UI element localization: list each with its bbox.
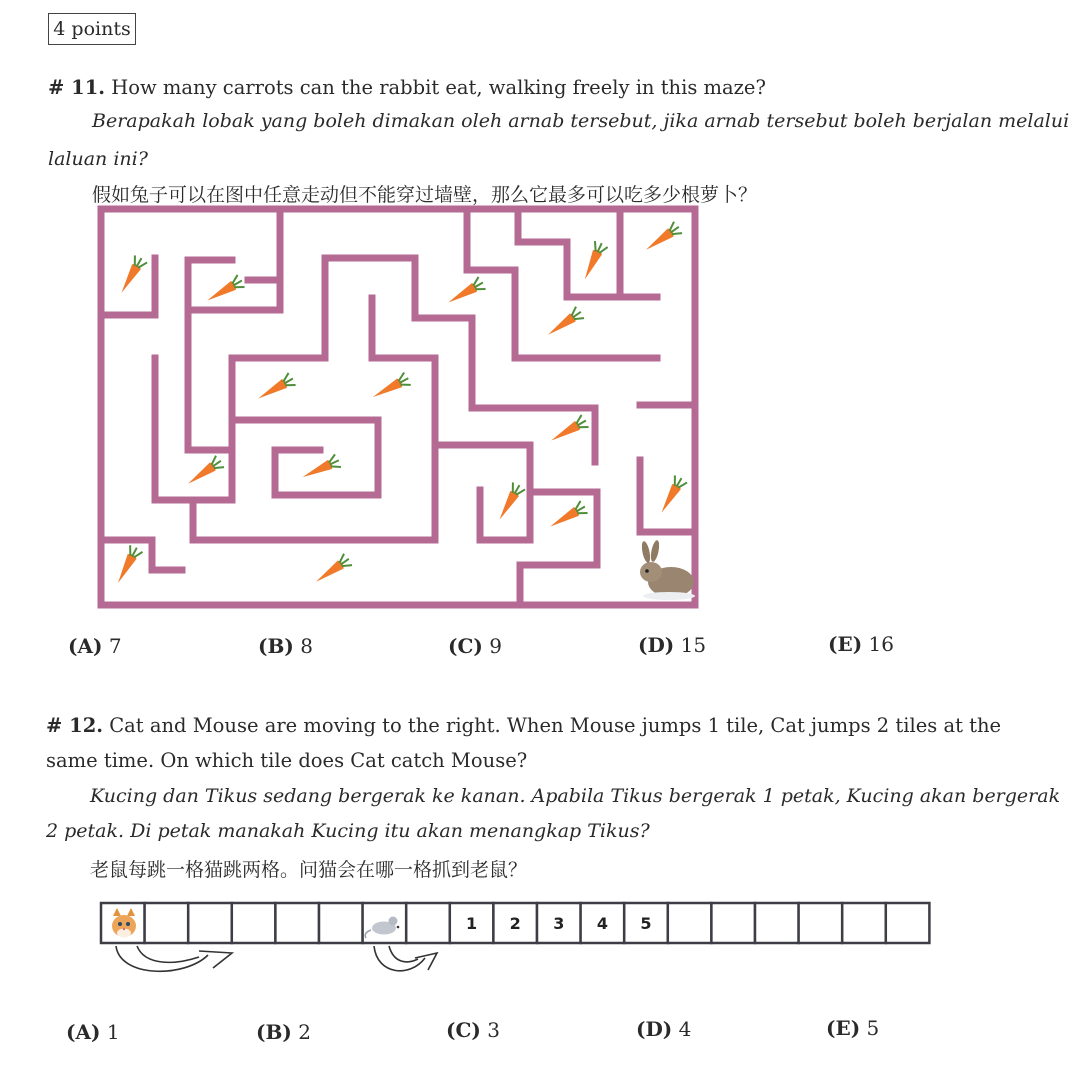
tile	[755, 903, 799, 943]
q11-option-e[interactable]	[828, 632, 894, 656]
q12-text-ms-line1: Kucing dan Tikus sedang bergerak ke kanan. Apabila Tikus bergerak 1 petak, Kucing akan bergerak	[90, 785, 1061, 807]
tile	[842, 903, 886, 943]
tile	[799, 903, 843, 943]
q11-text-zh: 假如兔子可以在图中任意走动但不能穿过墙壁，那么它最多可以吃多少根萝卜？	[92, 184, 758, 206]
carrot-icon	[642, 221, 683, 255]
q11-option-a[interactable]	[68, 634, 122, 658]
carrot-icon	[184, 455, 225, 489]
option-value: 2	[298, 1020, 311, 1044]
option-letter: (A)	[66, 1020, 101, 1044]
q11-option-d[interactable]	[638, 633, 706, 657]
tile-strip-svg	[96, 898, 936, 982]
q11-option-c[interactable]	[448, 634, 502, 658]
tile-number-label: 2	[509, 914, 521, 933]
maze-figure	[96, 205, 700, 611]
option-value: 9	[489, 634, 502, 658]
option-letter: (B)	[256, 1020, 292, 1044]
carrot-icon	[255, 372, 297, 404]
tile	[668, 903, 712, 943]
carrot-icon	[115, 255, 147, 297]
option-letter: (A)	[68, 634, 103, 658]
carrot-icon	[300, 454, 342, 484]
option-letter: (D)	[638, 633, 675, 657]
option-letter: (D)	[636, 1017, 673, 1041]
q12-option-e[interactable]	[826, 1016, 879, 1040]
tile	[886, 903, 930, 943]
carrot-icon	[493, 482, 525, 524]
tile	[406, 903, 450, 943]
q12-option-a[interactable]	[66, 1020, 120, 1044]
carrot-icon	[578, 240, 608, 282]
carrot-icon	[547, 500, 589, 532]
carrot-icon	[312, 553, 353, 587]
q11-text-ms-line1: Berapakah lobak yang boleh dimakan oleh arnab tersebut, jika arnab tersebut boleh berjalan melalui	[92, 110, 1070, 132]
option-value: 5	[866, 1016, 880, 1040]
q12-number: # 12.	[46, 714, 104, 737]
carrot-icon	[370, 372, 412, 403]
option-value: 15	[680, 633, 707, 657]
rabbit-icon	[640, 540, 695, 600]
tile-strip	[101, 903, 929, 943]
option-value: 1	[106, 1020, 120, 1044]
tile-number-label: 3	[553, 914, 565, 933]
carrot-icon	[548, 414, 590, 446]
q12-option-d[interactable]	[636, 1017, 691, 1041]
tile-number-label: 4	[596, 914, 608, 933]
option-value: 8	[300, 634, 313, 658]
carrot-icon	[204, 274, 246, 306]
carrot-icon	[112, 544, 143, 586]
maze-walls	[101, 209, 695, 605]
tile-strip-figure	[96, 898, 936, 982]
maze-svg	[96, 205, 700, 611]
jump-arrows	[116, 946, 437, 971]
q12-question-en-line1	[46, 714, 1001, 738]
option-value: 7	[108, 634, 122, 658]
tile	[188, 903, 232, 943]
q11-question-en	[48, 76, 766, 100]
q12-option-c[interactable]	[446, 1018, 500, 1042]
q12-text-en-line1: Cat and Mouse are moving to the right. When Mouse jumps 1 tile, Cat jumps 2 tiles at the	[109, 714, 1002, 737]
q11-text-ms-line2: laluan ini?	[48, 148, 148, 170]
tile	[319, 903, 363, 943]
tile-number-label: 5	[640, 914, 652, 933]
q12-text-zh: 老鼠每跳一格猫跳两格。问猫会在哪一格抓到老鼠？	[90, 859, 528, 881]
tile	[232, 903, 276, 943]
option-value: 3	[487, 1018, 500, 1042]
tile	[275, 903, 319, 943]
points-label: 4 points	[48, 13, 136, 45]
q11-option-b[interactable]	[258, 634, 313, 658]
carrot-icon	[445, 276, 487, 308]
carrot-icon	[655, 475, 687, 517]
option-letter: (C)	[446, 1018, 481, 1042]
option-letter: (E)	[826, 1016, 861, 1040]
option-letter: (B)	[258, 634, 294, 658]
q12-option-b[interactable]	[256, 1020, 311, 1044]
carrot-icon	[544, 306, 585, 340]
option-letter: (E)	[828, 632, 863, 656]
tile	[711, 903, 755, 943]
q11-number: # 11.	[48, 76, 106, 99]
tile	[145, 903, 189, 943]
option-value: 4	[678, 1017, 692, 1041]
q11-text-en: How many carrots can the rabbit eat, walking freely in this maze?	[111, 76, 766, 99]
option-value: 16	[868, 632, 894, 656]
option-letter: (C)	[448, 634, 483, 658]
q12-text-ms-line2: 2 petak. Di petak manakah Kucing itu akan menangkap Tikus?	[46, 820, 650, 842]
q12-text-en-line2: same time. On which tile does Cat catch Mouse?	[46, 749, 528, 772]
maze-carrots	[112, 221, 688, 587]
tile-number-label: 1	[466, 914, 478, 933]
